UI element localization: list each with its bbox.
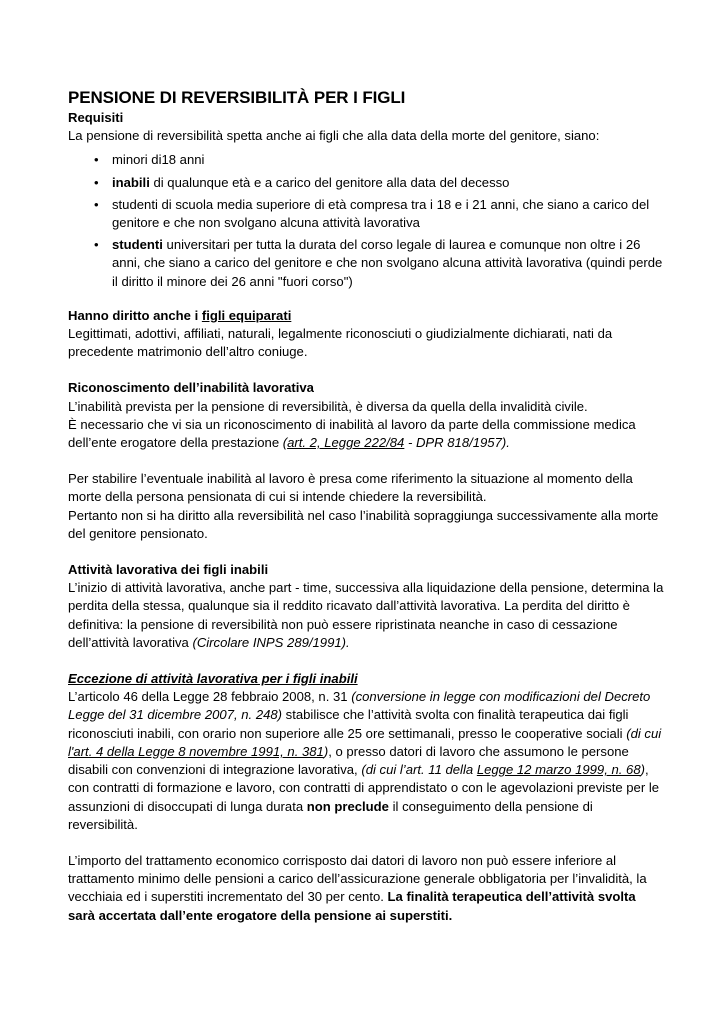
page-title: PENSIONE DI REVERSIBILITÀ PER I FIGLI (68, 88, 406, 107)
circolare-ref: (Circolare INPS 289/1991). (192, 634, 350, 650)
list-item-bold: studenti (112, 237, 163, 253)
eccezione-heading: Eccezione di attività lavorativa per i figli inabili (68, 671, 358, 687)
list-item-bold: inabili (112, 174, 150, 190)
list-item-text: minori di18 anni (112, 152, 205, 168)
importo-paragraph (68, 852, 664, 925)
requisiti-heading: Requisiti (68, 110, 124, 125)
requisiti-intro: La pensione di reversibilità spetta anche ai figli che alla data della morte del genitore, siano: (68, 128, 600, 144)
figli-equiparati-link[interactable]: figli equiparati (201, 307, 292, 323)
inabilita-line-1: L’inabilità prevista per la pensione di reversibilità, è diversa da quella della invalidità civile. (68, 398, 588, 414)
list-item-text: studenti di scuola media superiore di età compresa tra i 18 e i 21 anni, che siano a carico del genitore e che non svolgano alcuna attività lavorativa (112, 196, 650, 231)
list-item (112, 236, 664, 291)
requisiti-list (68, 151, 664, 290)
text-run-italic: (di cui (626, 725, 662, 741)
equiparati-heading-text: Hanno diritto anche i (68, 307, 202, 323)
text-run-italic: (conversione in legge con modificazioni del Decreto Legge del 31 dicembre 2007, n. 248) (68, 689, 651, 723)
dpr-ref: - DPR 818/1957). (404, 435, 510, 451)
text-run: , o presso datori di lavoro che assumono le persone disabili con convenzioni di integrazione lavorativa, (68, 743, 629, 778)
text-run: L’articolo 46 della Legge 28 febbraio 2008, n. 31 (68, 689, 352, 705)
pertanto-paragraph: Pertanto non si ha diritto alla reversibilità nel caso l’inabilità sopraggiunga successivamente alla morte del genitore pensionato. (68, 507, 659, 541)
legge-222-84-link[interactable]: art. 2, Legge 222/84 (287, 435, 405, 451)
inabilita-line-2-text: È necessario che vi sia un riconoscimento di inabilità al lavoro da parte della commissione medica dell’ente erogatore della prestazione (68, 416, 636, 451)
importo-bold: La finalità terapeutica dell’attività svolta sarà accertata dall’ente erogatore della pensione ai superstiti. (68, 889, 636, 923)
inabilita-heading: Riconoscimento dell’inabilità lavorativa (68, 380, 314, 396)
equiparati-text: Legittimati, adottivi, affiliati, naturali, legalmente riconosciuti o giudizialmente dichiarati, nati da precedente matrimonio dell’altro coniuge. (68, 326, 613, 360)
list-item-text: di qualunque età e a carico del genitore alla data del decesso (149, 174, 510, 190)
list-item (112, 196, 664, 232)
equiparati-heading (68, 307, 664, 325)
inabilita-line-2 (68, 416, 664, 452)
text-run-italic: (di cui l’art. 11 della (361, 762, 477, 778)
eccezione-text (68, 688, 664, 834)
text-run-bold: non preclude (306, 798, 389, 814)
attivita-text (68, 579, 664, 652)
legge-68-link[interactable]: Legge 12 marzo 1999, n. 68 (476, 762, 641, 778)
list-item (112, 151, 664, 169)
list-item-text: universitari per tutta la durata del corso legale di laurea e comunque non oltre i 26 anni, che siano a carico del genitore e che non svolgano alcuna attività lavorativa (quindi perde il diritto il minore dei 26 anni "fuori corso") (112, 237, 663, 289)
text-run-italic: ) (323, 743, 329, 759)
ref-paren: ( (282, 435, 288, 451)
list-item (112, 174, 664, 192)
text-run: , con contratti di formazione e lavoro, con contratti di apprendistato o con le agevolazioni previste per le assunzioni di disoccupati di lunga durata (68, 762, 660, 814)
attivita-heading: Attività lavorativa dei figli inabili (68, 562, 269, 578)
text-run: il conseguimento della pensione di reversibilità. (68, 798, 593, 832)
attivita-text-body: L’inizio di attività lavorativa, anche part - time, successiva alla liquidazione della pensione, determina la perdita della stessa, qualunque sia il reddito ricavato dall’attività lavorativa. La perdita del diritto è definitiva: la pensione di reversibilità non può essere ripristinata neanche in caso di cessazione dell’attività lavorativa (68, 580, 664, 650)
legge-381-link[interactable]: l'art. 4 della Legge 8 novembre 1991, n. 381 (68, 743, 324, 759)
text-run-italic: ) (640, 762, 645, 778)
stabilire-paragraph: Per stabilire l’eventuale inabilità al lavoro è presa come riferimento la situazione al momento della morte della persona pensionata di cui si intende chiedere la reversibilità. (68, 471, 633, 505)
importo-text: L’importo del trattamento economico corrisposto dai datori di lavoro non può essere inferiore al trattamento minimo delle pensioni a carico dell’assicurazione generale obbligatoria per l’invalidità, la vecchiaia ed i superstiti incrementato del 30 per cento. (68, 852, 647, 905)
text-run: stabilisce che l’attività svolta con finalità terapeutica dai figli riconosciuti inabili, con orario non superiore alle 25 ore settimanali, presso le cooperative sociali (68, 707, 629, 741)
